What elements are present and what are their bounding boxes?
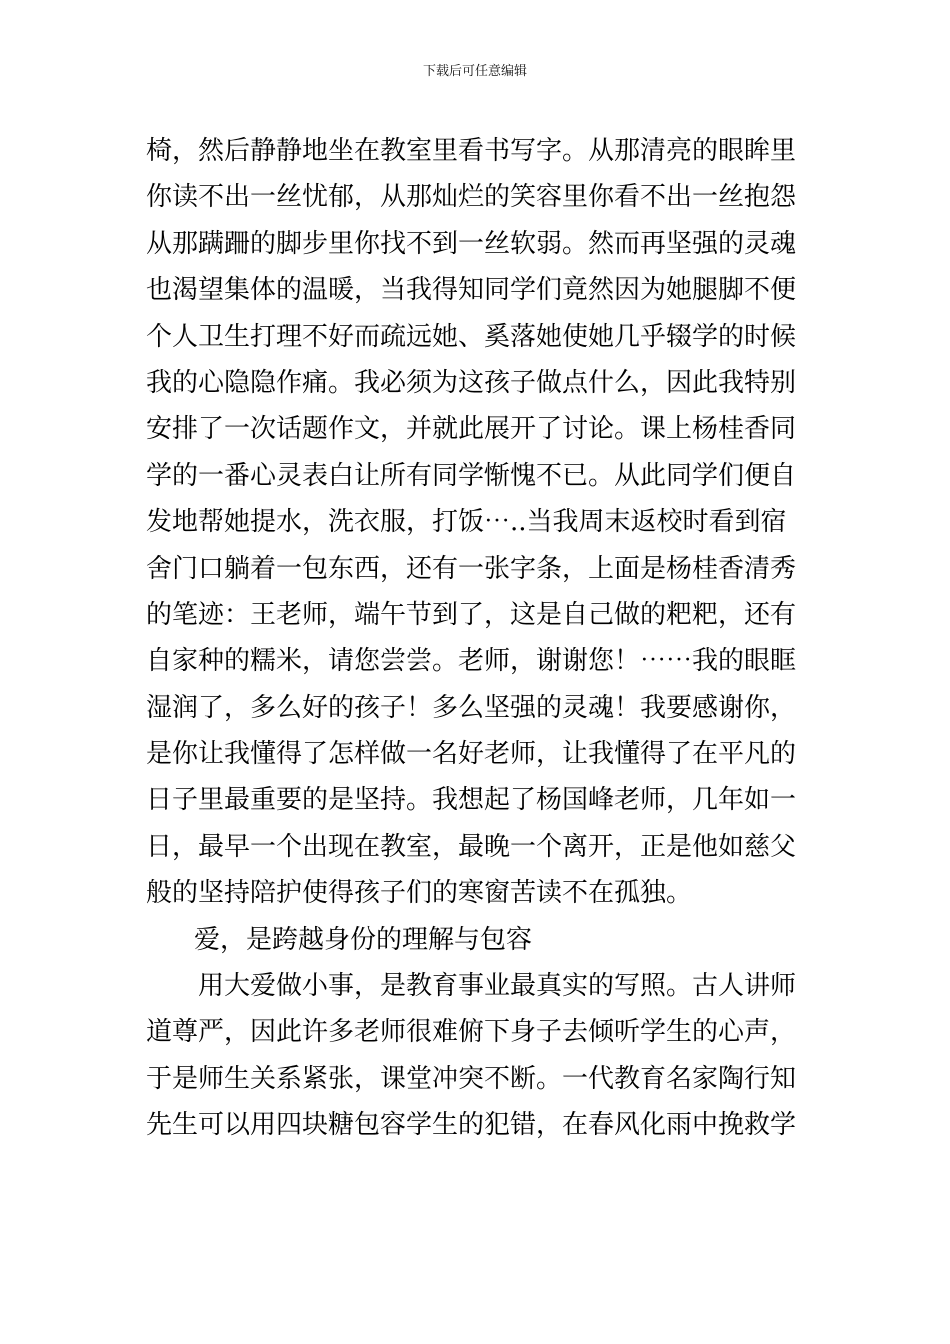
text-line: 般的坚持陪护使得孩子们的寒窗苦读不在孤独。 (146, 878, 693, 909)
text-line: 是你让我懂得了怎样做一名好老师，让我懂得了在平凡的 (146, 739, 797, 770)
text-line: 日，最早一个出现在教室，最晚一个离开，正是他如慈父 (146, 831, 797, 862)
text-line: 道尊严，因此许多老师很难俯下身子去倾听学生的心声， (146, 1017, 797, 1048)
text-line: 个人卫生打理不好而疏远她、奚落她使她几乎辍学的时候 (146, 321, 797, 352)
paragraph-first-line: 用大爱做小事，是教育事业最真实的写照。古人讲师 (198, 971, 797, 1002)
page-header: 下载后可任意编辑 (422, 64, 527, 79)
text-line: 日子里最重要的是坚持。我想起了杨国峰老师，几年如一 (146, 785, 797, 816)
text-line: 从那蹒跚的脚步里你找不到一丝软弱。然而再坚强的灵魂 (146, 228, 797, 259)
text-line: 发地帮她提水，洗衣服，打饭⋯..当我周末返校时看到宿 (146, 507, 787, 538)
document-body (146, 128, 810, 1149)
text-line: 你读不出一丝忧郁，从那灿烂的笑容里你看不出一丝抱怨 (146, 182, 797, 213)
text-line: 学的一番心灵表白让所有同学惭愧不已。从此同学们便自 (146, 460, 797, 491)
text-line: 于是师生关系紧张，课堂冲突不断。一代教育名家陶行知 (146, 1063, 797, 1094)
text-line: 椅，然后静静地坐在教室里看书写字。从那清亮的眼眸里 (146, 136, 797, 166)
text-line: 自家种的糯米，请您尝尝。老师，谢谢您！⋯⋯我的眼眶 (146, 646, 797, 677)
text-line: 安排了一次话题作文，并就此展开了讨论。课上杨桂香同 (146, 414, 797, 445)
text-line: 舍门口躺着一包东西，还有一张字条，上面是杨桂香清秀 (146, 553, 797, 584)
text-line: 湿润了，多么好的孩子！多么坚强的灵魂！我要感谢你， (146, 692, 797, 723)
text-line: 也渴望集体的温暖，当我得知同学们竟然因为她腿脚不便 (146, 275, 797, 306)
text-line: 先生可以用四块糖包容学生的犯错，在春风化雨中挽救学 (146, 1110, 797, 1141)
section-heading: 爱，是跨越身份的理解与包容 (194, 924, 533, 955)
text-line: 我的心隐隐作痛。我必须为这孩子做点什么，因此我特别 (146, 367, 797, 398)
text-line: 的笔迹：王老师，端午节到了，这是自己做的粑粑，还有 (146, 599, 797, 630)
